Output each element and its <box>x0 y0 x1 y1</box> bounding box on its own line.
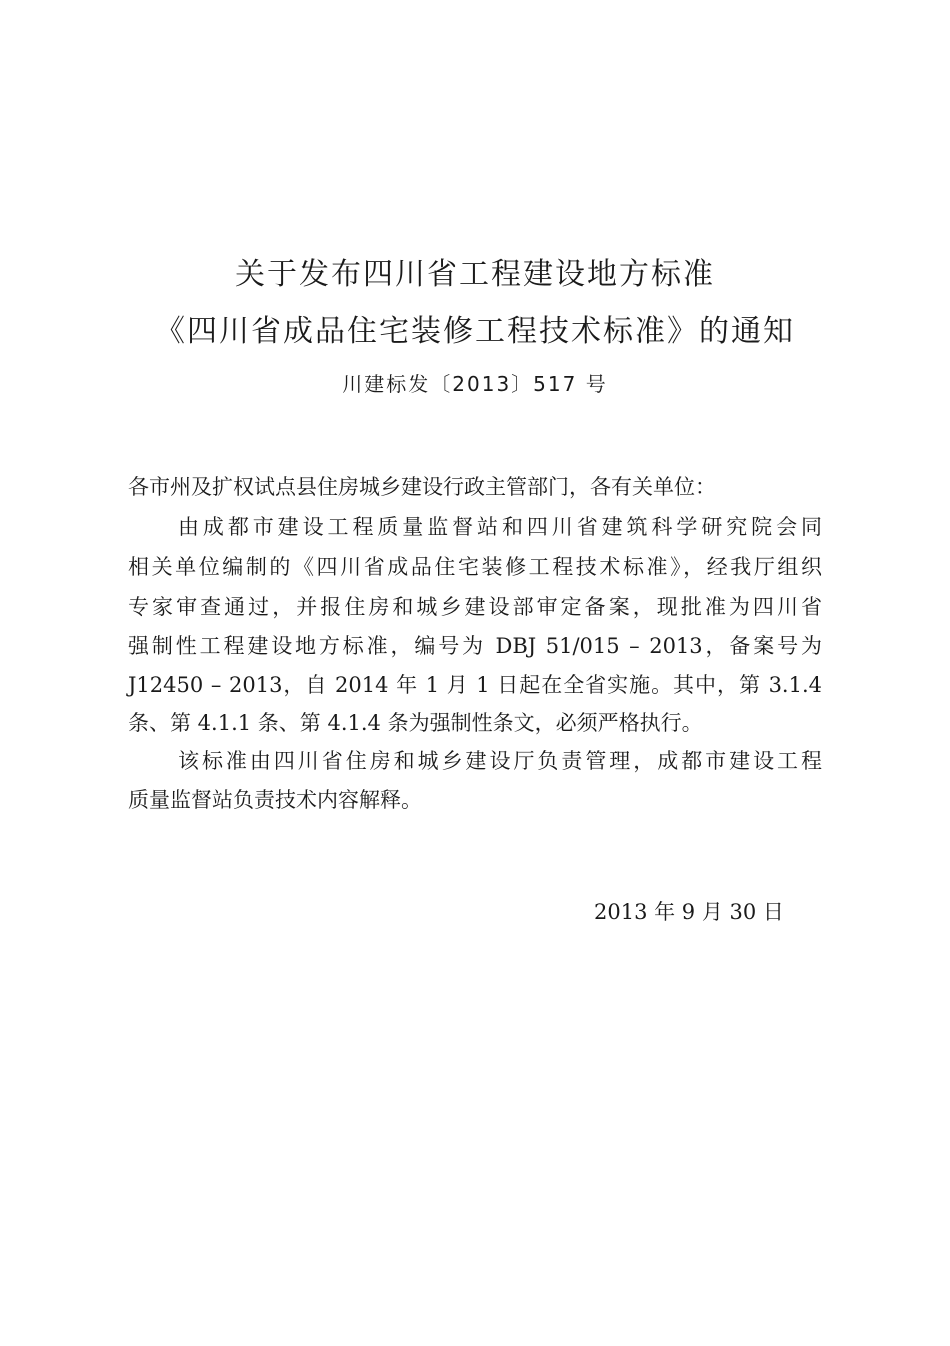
document-number: 川建标发〔2013〕517 号 <box>342 372 608 396</box>
paragraph-2-line: 该标准由四川省住房和城乡建设厅负责管理，成都市建设工程 <box>178 749 822 773</box>
paragraph-1-line: 由成都市建设工程质量监督站和四川省建筑科学研究院会同 <box>178 515 822 539</box>
notice-title-line-2: 《四川省成品住宅装修工程技术标准》的通知 <box>155 314 795 349</box>
paragraph-1-line: 专家审查通过，并报住房和城乡建设部审定备案，现批准为四川省 <box>128 595 822 619</box>
issue-date: 2013 年 9 月 30 日 <box>594 900 784 924</box>
paragraph-1-line: 相关单位编制的《四川省成品住宅装修工程技术标准》，经我厅组织 <box>128 555 822 579</box>
paragraph-1-line: 条、第 4.1.1 条、第 4.1.4 条为强制性条文，必须严格执行。 <box>128 711 703 735</box>
notice-title-line-1: 关于发布四川省工程建设地方标准 <box>235 257 715 292</box>
salutation: 各市州及扩权试点县住房城乡建设行政主管部门，各有关单位： <box>128 475 716 499</box>
paragraph-1-line: 强制性工程建设地方标准，编号为 DBJ 51/015 – 2013，备案号为 <box>128 634 822 658</box>
paragraph-1-line: J12450 – 2013，自 2014 年 1 月 1 日起在全省实施。其中，第 3.1.4 <box>128 673 822 697</box>
paragraph-2-line: 质量监督站负责技术内容解释。 <box>128 788 422 812</box>
